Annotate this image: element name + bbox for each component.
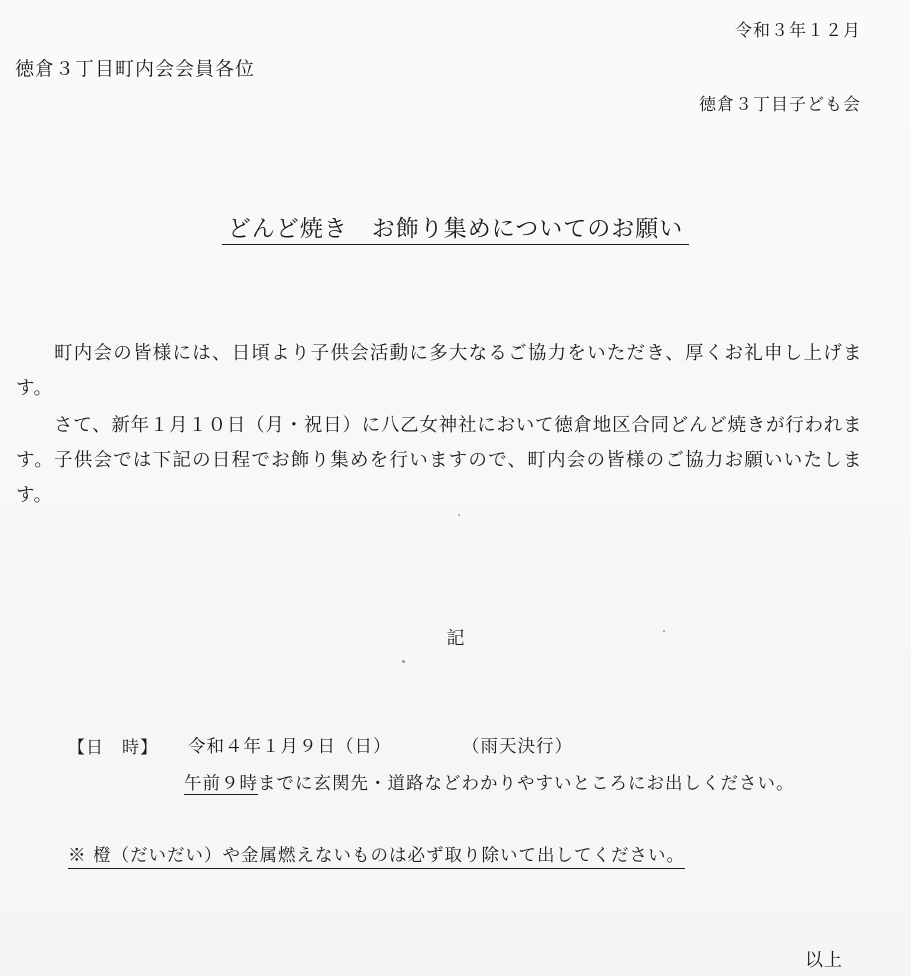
body-paragraph-1: 町内会の皆様には、日頃より子供会活動に多大なるご協力をいただき、厚くお礼申し上げます。 [16,343,862,399]
document-title: どんど焼き お飾り集めについてのお願い [222,216,690,245]
datetime-value: 令和４年１月９日（日） [188,737,392,757]
removal-note: ※ 橙（だいだい）や金属燃えないものは必ず取り除いて出してください。 [68,842,685,869]
sender: 徳倉３丁目子ども会 [699,95,861,115]
weather-note: （雨天決行） [462,737,573,757]
body-paragraph-2: さて、新年１月１０日（月・祝日）に八乙女神社において徳倉地区合同どんど焼きが行われます。子供会では下記の日程でお飾り集めを行いますので、町内会の皆様のご協力お願いいたします。 [16,415,862,506]
paper-speck [402,660,405,663]
closing-mark: 以上 [805,950,843,971]
ki-heading: 記 [446,628,465,649]
document-date: 令和３年１２月 [735,21,861,41]
datetime-label: 【日 時】 [68,738,158,758]
instruction-time: 午前９時 [184,774,258,794]
paper-speck [458,514,460,516]
collection-instruction [184,766,860,802]
document-title-row [0,210,911,243]
addressee: 徳倉３丁目町内会会員各位 [15,58,256,80]
paper-speck [663,630,665,632]
instruction-text: までに玄関先・道路などわかりやすいところにお出しください。 [258,774,795,794]
